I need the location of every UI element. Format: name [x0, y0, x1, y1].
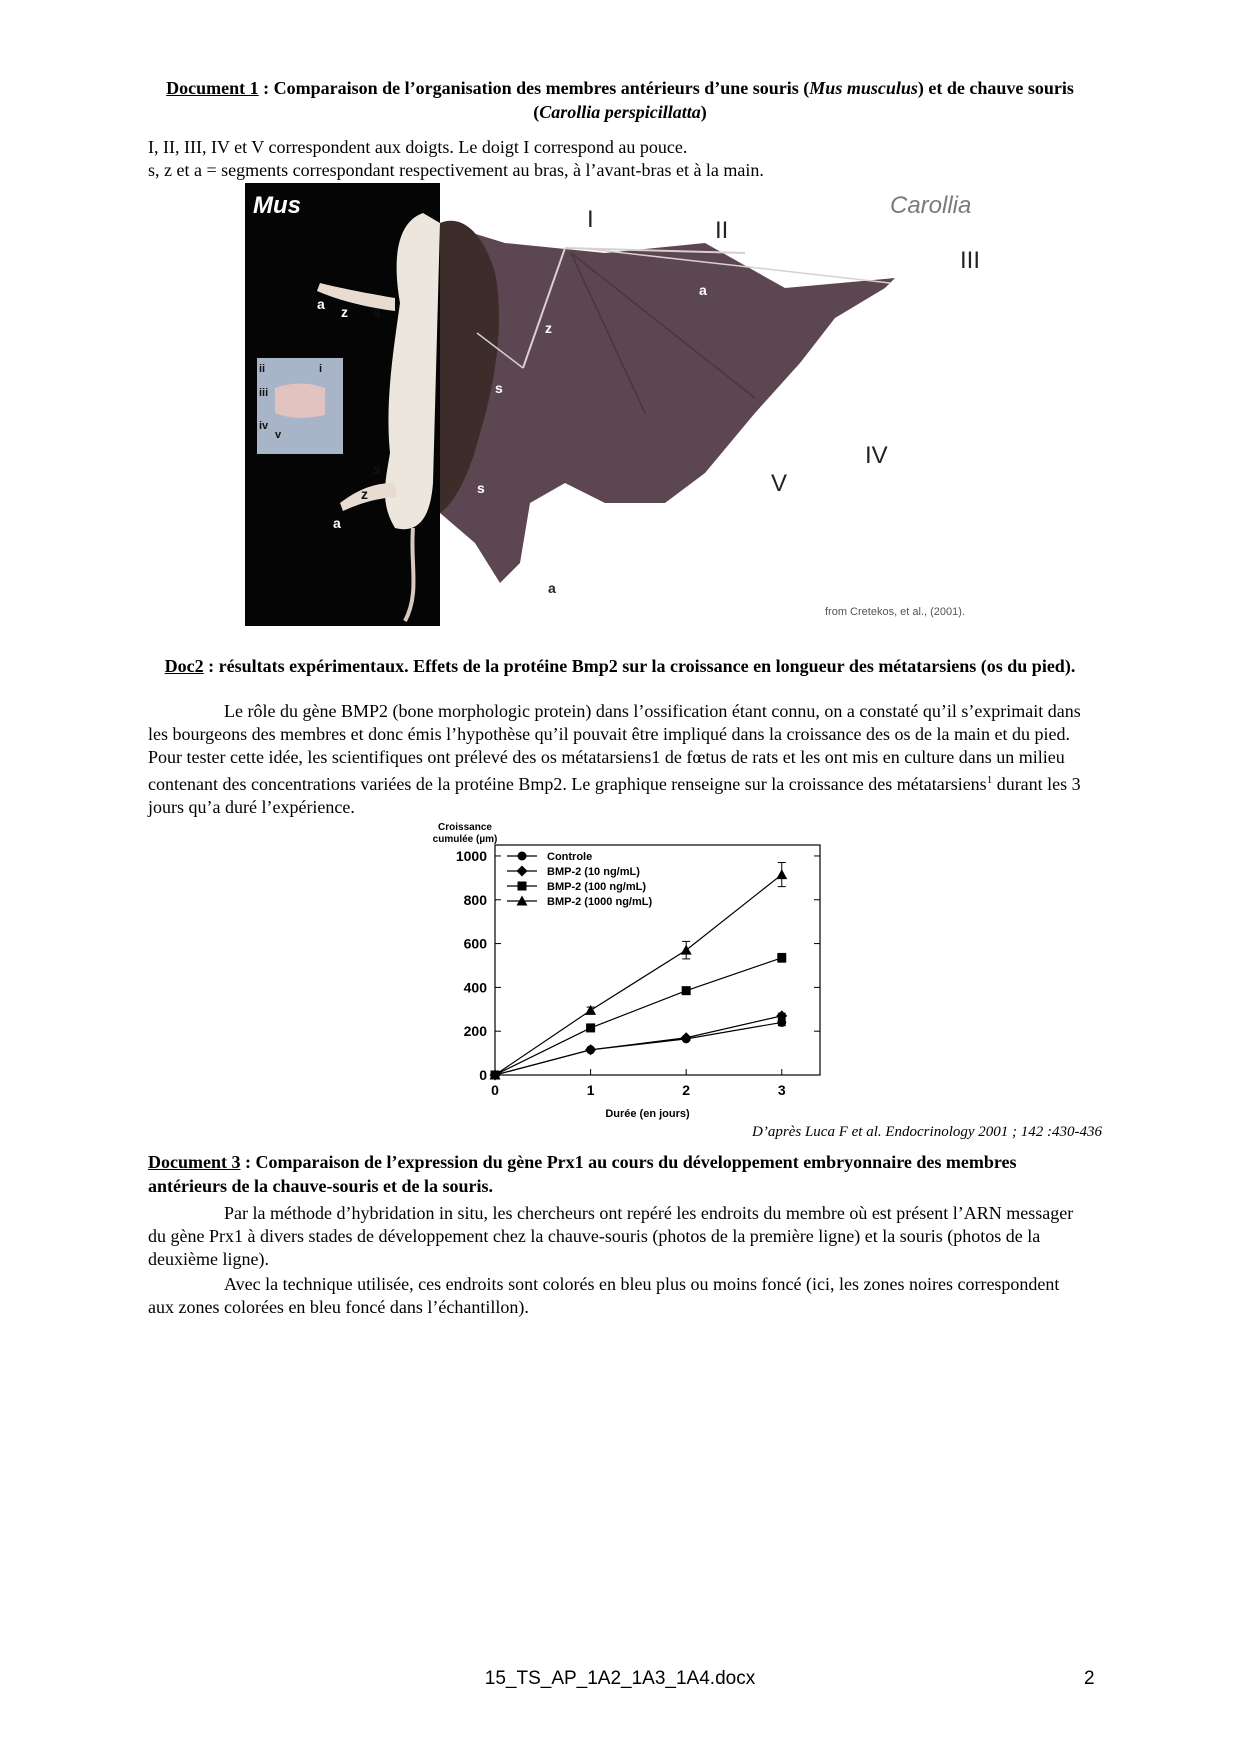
data-point-2	[682, 986, 691, 995]
legend-label-2: BMP-2 (100 ng/mL)	[547, 881, 647, 893]
y-tick-label: 400	[463, 979, 487, 996]
doc2-title-label: Doc2	[164, 656, 204, 676]
doc1-legend	[148, 136, 1088, 182]
mouse-hand-inset-hand	[275, 383, 325, 417]
data-point-3	[585, 1005, 596, 1015]
bat-label-a: a	[699, 282, 707, 298]
doc3-title-label: Document 3	[148, 1152, 241, 1172]
legend-marker-2	[518, 882, 527, 891]
doc3-title-text: Comparaison de l’expression du gène Prx1 au cours du développement embryonnaire des membres antérieurs de la chauve-souris et de la souris.	[148, 1152, 1017, 1196]
footer-page-number: 2	[1084, 1668, 1095, 1689]
legend-label-3: BMP-2 (1000 ng/mL)	[547, 896, 653, 908]
x-axis-label: Durée (en jours)	[605, 1108, 690, 1120]
doc2-title: Doc2 : résultats expérimentaux. Effets de la protéine Bmp2 sur la croissance en longueur des métatarsiens (os du pied).	[164, 656, 1076, 676]
series-line-2	[495, 958, 782, 1075]
doc1-title-label: Document 1	[166, 78, 259, 98]
doc2-title-text: résultats expérimentaux. Effets de la protéine Bmp2 sur la croissance en longueur des métatarsiens (os du pied).	[218, 656, 1076, 676]
x-tick-label: 0	[491, 1082, 499, 1098]
mouse-hind-label-a: a	[333, 515, 341, 531]
mouse-label-z: z	[341, 304, 348, 320]
finger-label-III: III	[960, 247, 981, 274]
species-mus: Mus musculus	[809, 78, 918, 98]
figure-credit: from Cretekos, et al., (2001).	[825, 606, 965, 618]
mouse-hind-label-s: s	[373, 461, 381, 477]
y-tick-label: 200	[463, 1023, 487, 1040]
y-tick-label: 1000	[455, 847, 487, 864]
growth-chart-svg	[415, 820, 835, 1125]
data-point-3	[681, 945, 692, 955]
bat-hind-label-a: a	[548, 580, 556, 596]
legend-marker-1	[517, 866, 528, 877]
carollia-label: Carollia	[890, 192, 972, 219]
data-point-2	[586, 1023, 595, 1032]
data-point-1	[681, 1032, 692, 1043]
data-point-3	[776, 869, 787, 879]
x-tick-label: 2	[682, 1082, 691, 1098]
finger-label-IV: IV	[865, 442, 888, 469]
species-carollia: Carollia perspicillatta	[539, 102, 701, 122]
y-tick-label: 800	[463, 891, 487, 908]
legend-marker-0	[518, 852, 527, 861]
finger-label-II: II	[715, 217, 729, 244]
bat-label-s: s	[495, 380, 503, 396]
bat-label-z: z	[545, 320, 552, 336]
finger-label-I: I	[587, 206, 594, 233]
y-tick-label: 0	[479, 1067, 487, 1083]
y-axis-label-line2: cumulée (µm)	[432, 834, 498, 845]
limb-comparison-figure	[245, 183, 1002, 626]
data-point-2	[777, 953, 786, 962]
doc2-paragraph: Le rôle du gène BMP2 (bone morphologic protein) dans l’ossification étant connu, on a constaté qu’il s’exprimait dans les bourgeons des membres et donc émis l’hypothèse qu’il pouvait être impliqué dans la croissance des os de la main et du pied. Pour tester cette idée, les scientifiques ont prélevé des os métatarsiens1 de fœtus de rats et les ont mis en culture dans un milieu contenant des concentrations variées de la protéine Bmp2. Le graphique renseigne sur la croissance des métatarsiens$^1$ durant les 3 jours qu’a duré l’expérience.	[148, 701, 1081, 817]
footnote-marker: 1	[986, 774, 993, 786]
mouse-label-a: a	[317, 296, 325, 312]
inset-label-v: v	[275, 429, 282, 441]
limb-comparison-svg	[245, 183, 1002, 626]
y-axis-label-line1: Croissance	[438, 822, 492, 833]
legend-label-0: Controle	[547, 851, 593, 863]
mus-label: Mus	[253, 192, 301, 219]
growth-chart	[415, 820, 835, 1125]
plot-frame	[495, 845, 820, 1075]
bat-hind-label-s: s	[477, 480, 485, 496]
doc3-title: Document 3 : Comparaison de l’expression du gène Prx1 au cours du développement embryonnaire des membres antérieurs de la chauve-souris et de la souris.	[148, 1152, 1017, 1196]
inset-label-iv: iv	[259, 420, 269, 432]
legend-label-1: BMP-2 (10 ng/mL)	[547, 866, 640, 878]
doc3-paragraph-1: Par la méthode d’hybridation in situ, les chercheurs ont repéré les endroits du membre où est présent l’ARN messager du gène Prx1 à divers stades de développement chez la chauve-souris (photos de la première ligne) et la souris (photos de la deuxième ligne).	[148, 1203, 1074, 1269]
inset-label-i: i	[319, 363, 323, 375]
inset-label-ii: ii	[259, 363, 266, 375]
data-point-1	[776, 1010, 787, 1021]
x-tick-label: 3	[777, 1082, 786, 1098]
bat-hind-label-z: z	[525, 525, 532, 541]
finger-label-V: V	[771, 470, 788, 497]
y-tick-label: 600	[463, 935, 487, 952]
x-tick-label: 1	[586, 1082, 595, 1098]
footer-filename: 15_TS_AP_1A2_1A3_1A4.docx	[484, 1668, 756, 1689]
mouse-hind-label-z: z	[361, 486, 368, 502]
doc1-line1: I, II, III, IV et V correspondent aux doigts. Le doigt I correspond au pouce.	[148, 137, 688, 157]
chart-caption: D’après Luca F et al. Endocrinology 2001 ; 142 :430-436	[752, 1124, 1102, 1140]
doc1-line2: s, z et a = segments correspondant respectivement au bras, à l’avant-bras et à la main.	[148, 160, 764, 180]
inset-label-iii: iii	[259, 387, 269, 399]
mouse-label-s: s	[373, 304, 381, 320]
doc3-paragraph-2: Avec la technique utilisée, ces endroits sont colorés en bleu plus ou moins foncé (ici, les zones noires correspondent aux zones colorées en bleu foncé dans l’échantillon).	[148, 1274, 1060, 1317]
data-point-1	[585, 1044, 596, 1055]
series-line-0	[495, 1022, 782, 1075]
doc1-title: Document 1 : Comparaison de l’organisation des membres antérieurs d’une souris (Mus musculus) et de chauve souris (Carollia perspicillatta)	[166, 78, 1074, 122]
